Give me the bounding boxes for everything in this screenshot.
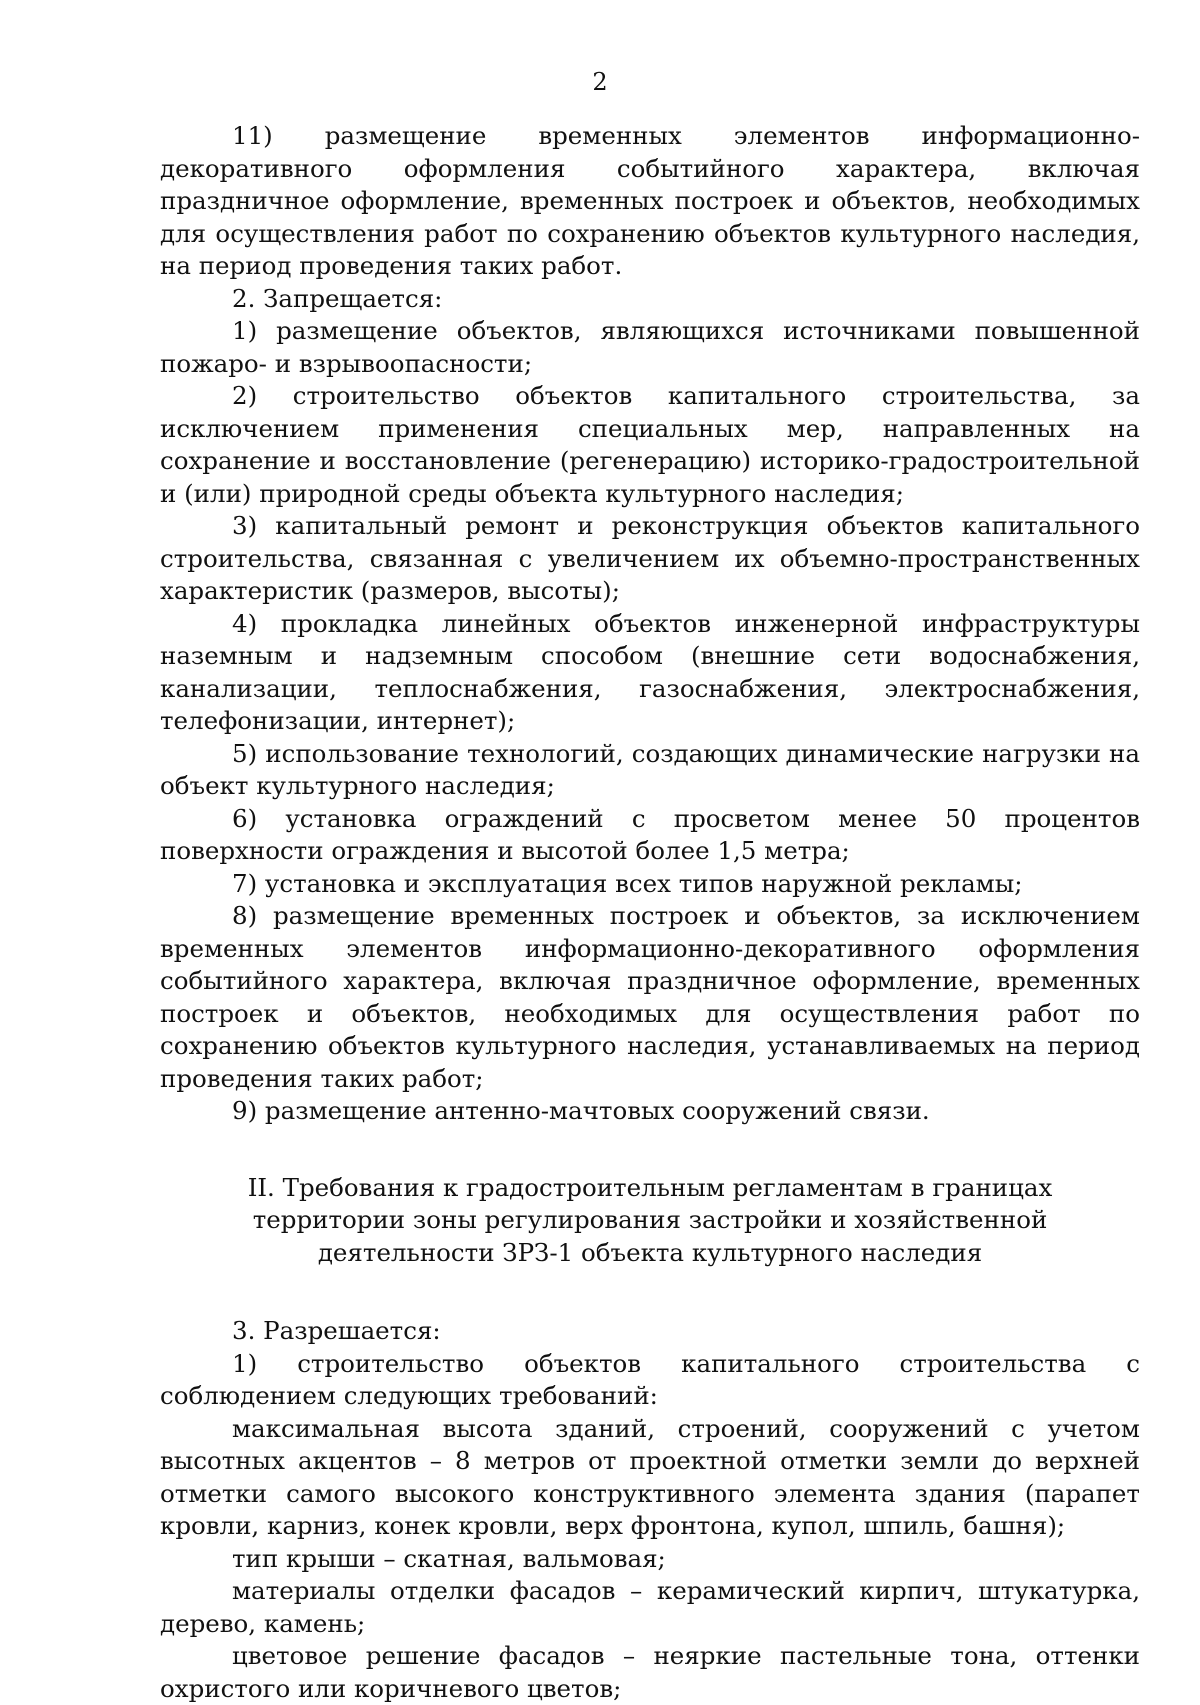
prohibited-item-8: 8) размещение временных построек и объектов, за исключением временных элементов информационно-декоративного оформления событийного характера, включая праздничное оформление, временных построек и объектов, необходимых для осуществления работ по сохранению объектов культурного наследия, устанавливаемых на период проведения таких работ; (160, 901, 1140, 1093)
requirement-height: максимальная высота зданий, строений, сооружений с учетом высотных акцентов – 8 метров от проектной отметки земли до верхней отметки самого высокого конструктивного элемента здания (парапет кровли, карниз, конек кровли, верх фронтона, купол, шпиль, башня); (160, 1413, 1140, 1540)
section-heading: II. Требования к градостроительным регламентам в границах территории зоны регулирования застройки и хозяйственной деятельности ЗРЗ-1 объекта культурного наследия (247, 1172, 1053, 1267)
prohibited-item-7: 7) установка и эксплуатация всех типов наружной рекламы; (232, 868, 1023, 898)
requirement-roof-type: тип крыши – скатная, вальмовая; (232, 1543, 666, 1573)
prohibited-item-5: 5) использование технологий, создающих динамические нагрузки на объект культурного наследия; (160, 738, 1140, 800)
prohibited-item-1: 1) размещение объектов, являющихся источниками повышенной пожаро- и взрывоопасности; (160, 316, 1140, 378)
clause-3-heading: 3. Разрешается: (232, 1316, 441, 1345)
prohibited-item-6: 6) установка ограждений с просветом менее 50 процентов поверхности ограждения и высотой более 1,5 метра; (160, 803, 1140, 865)
prohibited-item-4: 4) прокладка линейных объектов инженерной инфраструктуры наземным и надземным способом (внешние сети водоснабжения, канализации, теплоснабжения, газоснабжения, электроснабжения, телефонизации, интернет); (160, 608, 1140, 735)
requirement-facade-materials: материалы отделки фасадов – керамический кирпич, штукатурка, дерево, камень; (160, 1576, 1140, 1638)
clause-2-heading: 2. Запрещается: (232, 283, 443, 313)
requirement-facade-colors: цветовое решение фасадов – неяркие пастельные тона, оттенки охристого или коричневого цветов; (160, 1641, 1140, 1703)
prohibited-item-9: 9) размещение антенно-мачтовых сооружений связи. (232, 1096, 930, 1125)
document-body (160, 120, 1140, 1705)
allowed-item-1: 1) строительство объектов капитального строительства с соблюдением следующих требований: (160, 1348, 1140, 1410)
prohibited-item-2: 2) строительство объектов капитального строительства, за исключением применения специальных мер, направленных на сохранение и восстановление (регенерацию) историко-градостроительной и (или) природной среды объекта культурного наследия; (160, 381, 1140, 508)
prohibited-item-3: 3) капитальный ремонт и реконструкция объектов капитального строительства, связанная с увеличением их объемно-пространственных характеристик (размеров, высоты); (160, 511, 1140, 605)
paragraph-item-11: 11) размещение временных элементов информационно-декоративного оформления событийного характера, включая праздничное оформление, временных построек и объектов, необходимых для осуществления работ по сохранению объектов культурного наследия, на период проведения таких работ. (160, 121, 1140, 280)
page-number: 2 (592, 68, 608, 96)
